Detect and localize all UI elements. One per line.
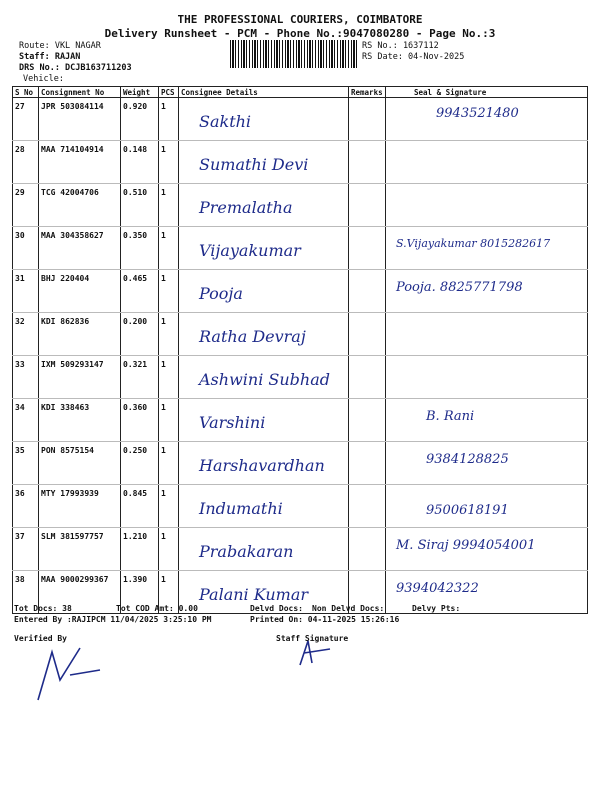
- vehicle-label: Vehicle:: [23, 74, 64, 84]
- pcs-cell: 1: [159, 184, 179, 227]
- consignee-cell: [179, 528, 349, 571]
- consignment-cell: MAA 9000299367: [39, 571, 121, 614]
- seal-cell: [386, 313, 588, 356]
- weight-cell: 1.390: [121, 571, 159, 614]
- weight-cell: 0.845: [121, 485, 159, 528]
- table-row: [13, 313, 588, 356]
- consignee-signature: Premalatha: [199, 198, 293, 217]
- table-header-row: [13, 87, 588, 98]
- remarks-cell: [349, 270, 386, 313]
- drs-number: DRS No.: DCJB163711203: [19, 63, 132, 73]
- pcs-cell: 1: [159, 98, 179, 141]
- remarks-cell: [349, 141, 386, 184]
- table-row: [13, 141, 588, 184]
- table-row: [13, 485, 588, 528]
- sno-cell: 32: [13, 313, 39, 356]
- consignment-cell: KDI 338463: [39, 399, 121, 442]
- sno-cell: 29: [13, 184, 39, 227]
- col-weight: Weight: [121, 87, 159, 98]
- table-row: [13, 356, 588, 399]
- sno-cell: 33: [13, 356, 39, 399]
- weight-cell: 0.148: [121, 141, 159, 184]
- weight-cell: 0.510: [121, 184, 159, 227]
- consignee-cell: [179, 356, 349, 399]
- seal-cell: [386, 98, 588, 141]
- consignee-signature: Harshavardhan: [199, 456, 325, 475]
- delivered-docs: Delvd Docs:: [250, 604, 303, 613]
- consignee-signature: Sumathi Devi: [199, 155, 309, 174]
- consignee-signature: Ratha Devraj: [199, 327, 306, 346]
- remarks-cell: [349, 227, 386, 270]
- seal-signature: B. Rani: [426, 409, 475, 424]
- consignee-signature: Indumathi: [199, 499, 283, 518]
- seal-signature: S.Vijayakumar 8015282617: [396, 237, 551, 250]
- table-row: [13, 270, 588, 313]
- consignment-cell: JPR 503084114: [39, 98, 121, 141]
- seal-cell: [386, 399, 588, 442]
- pcs-cell: 1: [159, 270, 179, 313]
- consignee-signature: Vijayakumar: [199, 241, 301, 260]
- consignee-signature: Prabakaran: [199, 542, 294, 561]
- pcs-cell: 1: [159, 399, 179, 442]
- seal-signature: Pooja. 8825771798: [396, 280, 523, 295]
- col-pcs: PCS: [159, 87, 179, 98]
- entered-by: Entered By :RAJIPCM 11/04/2025 3:25:10 PM: [14, 615, 212, 624]
- printed-on: Printed On: 04-11-2025 15:26:16: [250, 615, 400, 624]
- col-sno: S No: [13, 87, 39, 98]
- seal-signature: 9394042322: [396, 581, 479, 596]
- seal-cell: [386, 141, 588, 184]
- weight-cell: 0.360: [121, 399, 159, 442]
- seal-signature: M. Siraj 9994054001: [396, 538, 536, 553]
- delivery-points: Delvy Pts:: [412, 604, 461, 613]
- sno-cell: 38: [13, 571, 39, 614]
- col-consignment: Consignment No: [39, 87, 121, 98]
- sno-cell: 27: [13, 98, 39, 141]
- table-row: [13, 184, 588, 227]
- verifier-signature-scribble: [30, 640, 110, 710]
- consignee-signature: Pooja: [199, 284, 243, 303]
- remarks-cell: [349, 184, 386, 227]
- consignee-cell: [179, 227, 349, 270]
- sno-cell: 31: [13, 270, 39, 313]
- rs-date: RS Date: 04-Nov-2025: [362, 52, 465, 62]
- staff-signature-label: Staff Signature: [276, 634, 349, 643]
- rs-number: RS No.: 1637112: [362, 41, 439, 51]
- sno-cell: 28: [13, 141, 39, 184]
- consignee-cell: [179, 442, 349, 485]
- consignment-cell: PON 8575154: [39, 442, 121, 485]
- consignee-signature: Palani Kumar: [199, 585, 309, 604]
- weight-cell: 0.250: [121, 442, 159, 485]
- total-cod-amount: Tot COD Amt: 0.00: [116, 604, 198, 613]
- staff-label: Staff: RAJAN: [19, 52, 81, 62]
- sno-cell: 30: [13, 227, 39, 270]
- weight-cell: 0.321: [121, 356, 159, 399]
- consignee-cell: [179, 141, 349, 184]
- sno-cell: 35: [13, 442, 39, 485]
- pcs-cell: 1: [159, 442, 179, 485]
- col-consignee: Consignee Details: [179, 87, 349, 98]
- table-row: [13, 442, 588, 485]
- pcs-cell: 1: [159, 571, 179, 614]
- consignee-cell: [179, 399, 349, 442]
- pcs-cell: 1: [159, 356, 179, 399]
- pcs-cell: 1: [159, 141, 179, 184]
- remarks-cell: [349, 356, 386, 399]
- consignee-cell: [179, 485, 349, 528]
- consignment-cell: MAA 304358627: [39, 227, 121, 270]
- pcs-cell: 1: [159, 485, 179, 528]
- remarks-cell: [349, 485, 386, 528]
- remarks-cell: [349, 399, 386, 442]
- consignee-signature: Varshini: [199, 413, 266, 432]
- seal-cell: [386, 528, 588, 571]
- seal-cell: [386, 485, 588, 528]
- remarks-cell: [349, 528, 386, 571]
- consignment-cell: IXM 509293147: [39, 356, 121, 399]
- runsheet-subtitle: Delivery Runsheet - PCM - Phone No.:9047080280 - Page No.:3: [104, 27, 496, 40]
- table-row: [13, 98, 588, 141]
- remarks-cell: [349, 442, 386, 485]
- seal-cell: [386, 356, 588, 399]
- runsheet-table: [12, 86, 588, 614]
- seal-cell: [386, 227, 588, 270]
- consignment-cell: SLM 381597757: [39, 528, 121, 571]
- consignee-cell: [179, 98, 349, 141]
- consignee-signature: Sakthi: [199, 112, 252, 131]
- consignee-cell: [179, 184, 349, 227]
- sno-cell: 36: [13, 485, 39, 528]
- total-docs: Tot Docs: 38: [14, 604, 72, 613]
- table-row: [13, 528, 588, 571]
- seal-cell: [386, 184, 588, 227]
- table-row: [13, 227, 588, 270]
- weight-cell: 0.350: [121, 227, 159, 270]
- consignee-cell: [179, 313, 349, 356]
- consignment-cell: BHJ 220404: [39, 270, 121, 313]
- weight-cell: 0.465: [121, 270, 159, 313]
- non-delivered-docs: Non Delvd Docs:: [312, 604, 385, 613]
- seal-signature: 9943521480: [436, 106, 519, 121]
- consignee-cell: [179, 270, 349, 313]
- col-seal-signature: Seal & Signature: [386, 87, 588, 98]
- remarks-cell: [349, 98, 386, 141]
- verified-by-label: Verified By: [14, 634, 67, 643]
- route-label: Route: VKL NAGAR: [19, 41, 101, 51]
- weight-cell: 0.920: [121, 98, 159, 141]
- table-row: [13, 399, 588, 442]
- barcode-image: [230, 40, 358, 68]
- seal-signature: 9384128825: [426, 452, 509, 467]
- weight-cell: 1.210: [121, 528, 159, 571]
- weight-cell: 0.200: [121, 313, 159, 356]
- consignment-cell: KDI 862836: [39, 313, 121, 356]
- sno-cell: 34: [13, 399, 39, 442]
- consignment-cell: TCG 42004706: [39, 184, 121, 227]
- sno-cell: 37: [13, 528, 39, 571]
- col-remarks: Remarks: [349, 87, 386, 98]
- remarks-cell: [349, 313, 386, 356]
- company-name: THE PROFESSIONAL COURIERS, COIMBATORE: [177, 13, 423, 26]
- seal-signature: 9500618191: [426, 503, 509, 518]
- staff-signature-scribble: [290, 635, 350, 675]
- consignment-cell: MAA 714104914: [39, 141, 121, 184]
- consignee-signature: Ashwini Subhad: [199, 370, 330, 389]
- seal-cell: [386, 442, 588, 485]
- pcs-cell: 1: [159, 528, 179, 571]
- pcs-cell: 1: [159, 313, 179, 356]
- seal-cell: [386, 270, 588, 313]
- pcs-cell: 1: [159, 227, 179, 270]
- consignment-cell: MTY 17993939: [39, 485, 121, 528]
